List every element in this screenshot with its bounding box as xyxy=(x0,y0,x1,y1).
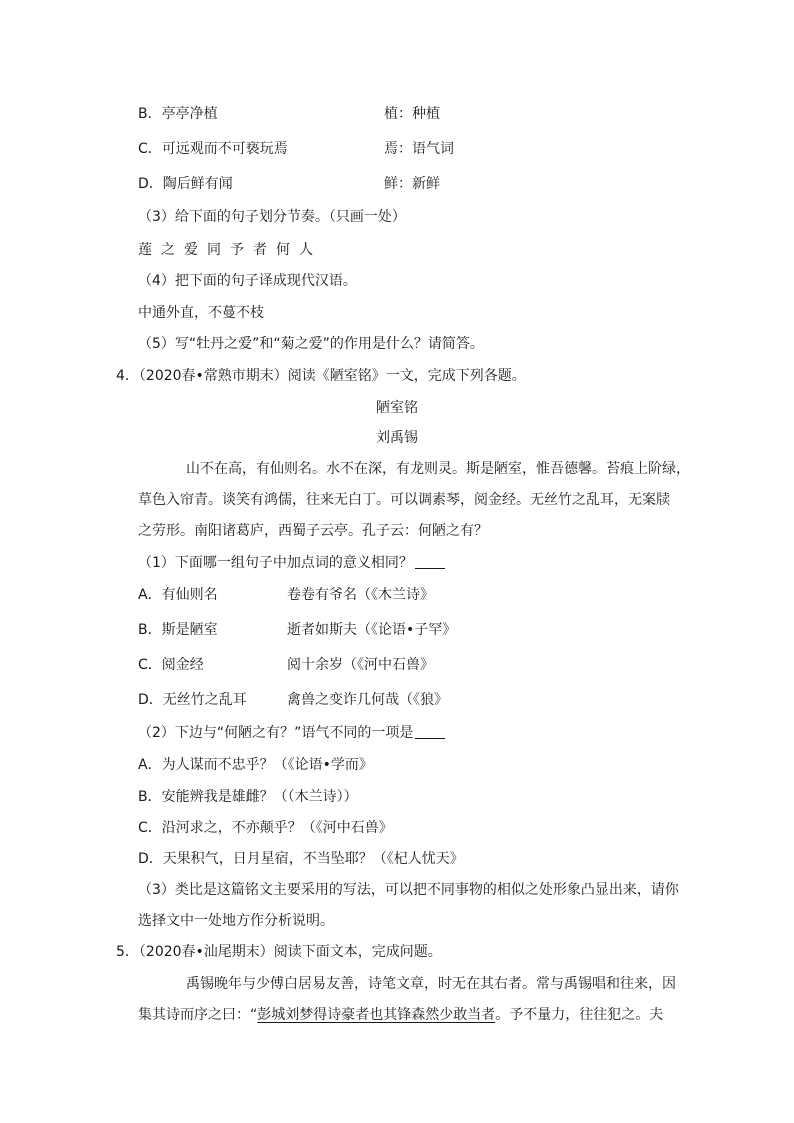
q3-option-c-gloss: 焉：语气词 xyxy=(384,141,454,157)
q4-sub2-option-a: A．为人谋而不忠乎？（《论语•学而》 xyxy=(138,757,373,773)
q4-sub1-option-b-ref: 逝者如斯夫（《论语•子罕》 xyxy=(287,622,457,638)
q4-passage-line-1: 山不在高，有仙则名。水不在深，有龙则灵。斯是陋室，惟吾德馨。苔痕上阶绿， xyxy=(186,461,690,477)
q4-sub1-option-b: B．斯是陋室 xyxy=(138,622,218,638)
q5-passage-line-1: 禹锡晚年与少傅白居易友善，诗笔文章，时无在其右者。常与禹锡唱和往来，因 xyxy=(186,976,676,992)
q4-sub3-prompt-line-2: 选择文中一处地方作分析说明。 xyxy=(138,913,334,929)
q4-sub1-option-d-ref: 禽兽之变诈几何哉（《狼》 xyxy=(287,692,448,708)
q3-option-b-gloss: 植：种植 xyxy=(384,106,440,122)
q4-sub1-prompt: （1）下面哪一组句子中加点词的意义相同？ xyxy=(138,553,445,573)
q4-passage-line-2: 草色入帘青。谈笑有鸿儒，往来无白丁。可以调素琴，阅金经。无丝竹之乱耳，无案牍 xyxy=(138,492,670,508)
q3-sub3-sentence: 莲之爱同予者何人 xyxy=(138,242,322,258)
answer-blank[interactable] xyxy=(415,554,445,569)
q4-sub1-option-a-ref: 卷卷有爷名（《木兰诗》 xyxy=(287,587,434,603)
q3-sub3-prompt: （3）给下面的句子划分节奏。（只画一处） xyxy=(138,209,406,225)
q5-passage-line-2: 集其诗而序之曰：“彭城刘梦得诗豪者也其锋森然少敢当者。予不量力，往往犯之。夫 xyxy=(138,1007,664,1023)
q4-sub3-prompt-line-1: （3）类比是这篇铭文主要采用的写法，可以把不同事物的相似之处形象凸显出来，请你 xyxy=(138,882,679,898)
q4-sub1-option-c: C．阅金经 xyxy=(138,657,204,673)
q5-stem: 5．（2020春•汕尾期末）阅读下面文本，完成问题。 xyxy=(116,944,442,960)
q4-passage-title: 陋室铭 xyxy=(376,400,418,416)
q3-sub4-prompt: （4）把下面的句子译成现代汉语。 xyxy=(138,273,357,289)
q4-sub1-option-c-ref: 阅十余岁（《河中石兽》 xyxy=(287,657,434,673)
q3-sub4-sentence: 中通外直，不蔓不枝 xyxy=(138,305,264,321)
q4-sub2-option-d: D．天果积气，日月星宿，不当坠耶？（《杞人忧天》 xyxy=(138,851,464,867)
q3-option-c: C．可远观而不可亵玩焉 xyxy=(138,141,288,157)
underlined-sentence: 彭城刘梦得诗豪者也其锋森然少敢当者 xyxy=(257,1007,496,1023)
q4-sub1-option-d: D．无丝竹之乱耳 xyxy=(138,692,247,708)
answer-blank[interactable] xyxy=(415,724,445,739)
q4-sub2-prompt: （2）下边与“何陋之有？”语气不同的一项是 xyxy=(138,723,445,743)
q3-option-d: D．陶后鲜有闻 xyxy=(138,176,233,192)
q4-passage-author: 刘禹锡 xyxy=(376,430,418,446)
q4-stem: 4．（2020春•常熟市期末）阅读《陋室铭》一文，完成下列各题。 xyxy=(116,368,526,384)
q3-option-d-gloss: 鲜：新鲜 xyxy=(384,176,440,192)
q4-sub2-option-b: B．安能辨我是雄雌？（（木兰诗）） xyxy=(138,789,358,805)
q4-sub2-option-c: C．沿河求之，不亦颠乎？（《河中石兽》 xyxy=(138,820,393,836)
q4-passage-line-3: 之劳形。南阳诸葛庐，西蜀子云亭。孔子云：何陋之有？ xyxy=(138,523,488,539)
q3-option-b: B．亭亭净植 xyxy=(138,106,218,122)
q4-sub1-option-a: A．有仙则名 xyxy=(138,587,218,603)
q3-sub5-prompt: （5）写“牡丹之爱”和“菊之爱”的作用是什么？请简答。 xyxy=(138,336,484,352)
